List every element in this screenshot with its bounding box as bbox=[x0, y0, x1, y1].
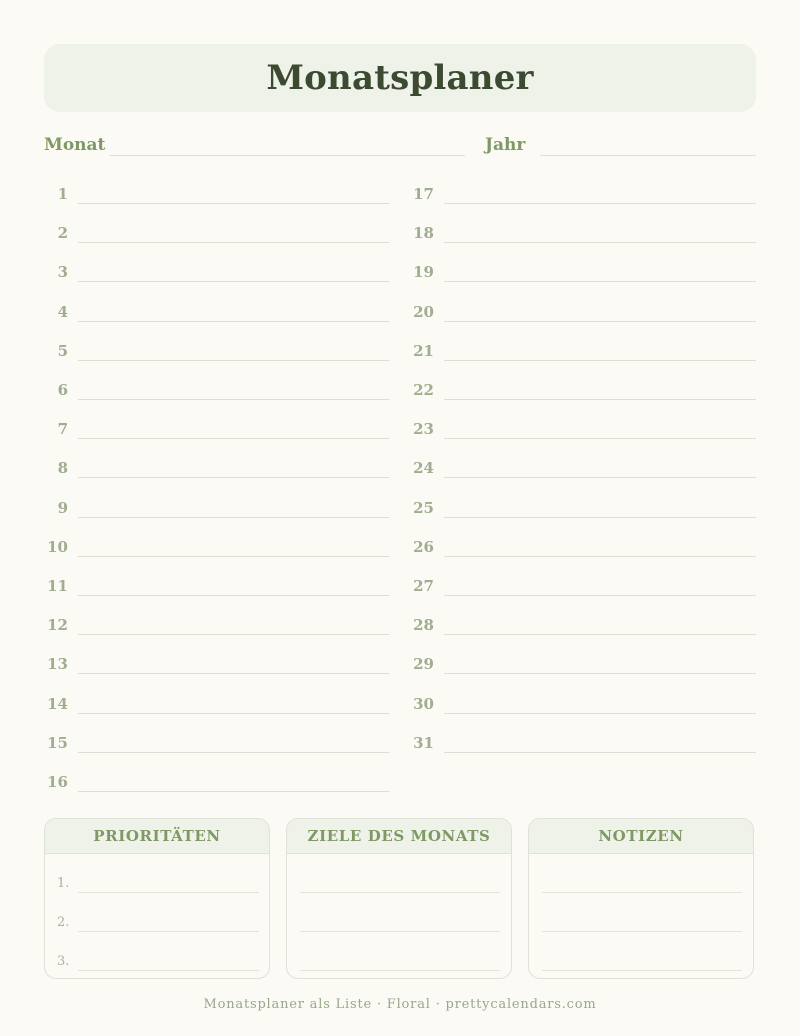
day-number: 25 bbox=[413, 498, 434, 517]
day-number: 2 bbox=[57, 224, 68, 243]
year-label: Jahr bbox=[485, 135, 526, 155]
day-entry-line[interactable] bbox=[78, 791, 389, 792]
day-number: 11 bbox=[47, 577, 68, 595]
monthly-goals-box bbox=[286, 818, 512, 979]
priorities-box bbox=[44, 818, 270, 979]
day-entry-line[interactable] bbox=[444, 673, 756, 674]
day-number: 8 bbox=[57, 459, 68, 478]
day-number: 16 bbox=[47, 773, 68, 791]
day-number: 4 bbox=[57, 302, 68, 321]
day-entry-line[interactable] bbox=[444, 517, 756, 518]
box-entry-line[interactable] bbox=[78, 931, 259, 932]
day-entry-line[interactable] bbox=[444, 713, 756, 714]
day-row bbox=[0, 185, 800, 205]
day-entry-line[interactable] bbox=[444, 556, 756, 557]
day-row bbox=[0, 342, 800, 362]
box-entry-line[interactable] bbox=[300, 970, 500, 971]
day-number: 7 bbox=[57, 420, 68, 439]
year-input-line[interactable] bbox=[540, 155, 756, 156]
day-number: 24 bbox=[413, 459, 434, 478]
title-bar bbox=[44, 44, 756, 112]
box-row-number: 3. bbox=[57, 954, 70, 969]
month-input-line[interactable] bbox=[110, 155, 465, 156]
day-row bbox=[0, 734, 800, 754]
footer-text: Monatsplaner als Liste · Floral · prettycalendars.com bbox=[203, 997, 597, 1012]
box-row bbox=[529, 915, 753, 935]
day-number: 6 bbox=[57, 381, 68, 399]
page-title: Monatsplaner bbox=[266, 58, 534, 98]
day-number: 5 bbox=[57, 341, 68, 360]
day-number: 31 bbox=[413, 733, 434, 752]
day-row bbox=[0, 773, 800, 793]
day-entry-line[interactable] bbox=[444, 438, 756, 439]
day-row bbox=[0, 695, 800, 715]
box-entry-line[interactable] bbox=[78, 970, 259, 971]
day-number: 12 bbox=[47, 616, 68, 635]
day-row bbox=[0, 577, 800, 597]
day-row bbox=[0, 499, 800, 519]
day-number: 1 bbox=[57, 185, 68, 203]
box-title: ZIELE DES MONATS bbox=[287, 819, 511, 854]
day-row bbox=[0, 538, 800, 558]
day-row bbox=[0, 616, 800, 636]
day-number: 29 bbox=[413, 655, 434, 674]
day-number: 22 bbox=[413, 381, 434, 399]
day-number: 3 bbox=[57, 263, 68, 282]
month-label: Monat bbox=[44, 135, 106, 155]
box-title: NOTIZEN bbox=[529, 819, 753, 854]
box-row bbox=[287, 876, 511, 896]
day-entry-line[interactable] bbox=[444, 634, 756, 635]
day-entry-line[interactable] bbox=[444, 242, 756, 243]
day-number: 14 bbox=[47, 694, 68, 713]
day-number: 19 bbox=[413, 263, 434, 282]
box-entry-line[interactable] bbox=[542, 892, 742, 893]
day-number: 21 bbox=[413, 341, 434, 360]
box-row bbox=[287, 954, 511, 974]
day-number: 30 bbox=[413, 694, 434, 713]
day-number: 9 bbox=[57, 498, 68, 517]
day-row bbox=[0, 303, 800, 323]
day-number: 28 bbox=[413, 616, 434, 635]
day-entry-line[interactable] bbox=[444, 203, 756, 204]
day-row bbox=[0, 263, 800, 283]
box-row bbox=[45, 915, 269, 935]
day-entry-line[interactable] bbox=[444, 399, 756, 400]
box-title: PRIORITÄTEN bbox=[45, 819, 269, 854]
box-entry-line[interactable] bbox=[300, 931, 500, 932]
day-number: 26 bbox=[413, 537, 434, 556]
box-row bbox=[45, 954, 269, 974]
day-row bbox=[0, 381, 800, 401]
day-entry-line[interactable] bbox=[444, 477, 756, 478]
day-number: 17 bbox=[413, 185, 434, 203]
box-entry-line[interactable] bbox=[300, 892, 500, 893]
day-entry-line[interactable] bbox=[444, 321, 756, 322]
box-row bbox=[45, 876, 269, 896]
box-entry-line[interactable] bbox=[542, 970, 742, 971]
day-entry-line[interactable] bbox=[444, 752, 756, 753]
day-row bbox=[0, 420, 800, 440]
box-row bbox=[529, 876, 753, 896]
day-entry-line[interactable] bbox=[444, 595, 756, 596]
day-number: 27 bbox=[413, 577, 434, 595]
day-entry-line[interactable] bbox=[444, 360, 756, 361]
box-row-number: 1. bbox=[57, 876, 70, 891]
day-number: 23 bbox=[413, 420, 434, 439]
box-row-number: 2. bbox=[57, 915, 70, 930]
day-number: 20 bbox=[413, 302, 434, 321]
day-number: 15 bbox=[47, 733, 68, 752]
day-row bbox=[0, 655, 800, 675]
day-number: 13 bbox=[47, 655, 68, 674]
day-row bbox=[0, 224, 800, 244]
box-entry-line[interactable] bbox=[78, 892, 259, 893]
day-number: 18 bbox=[413, 224, 434, 243]
notes-box bbox=[528, 818, 754, 979]
box-row bbox=[287, 915, 511, 935]
box-row bbox=[529, 954, 753, 974]
day-row bbox=[0, 459, 800, 479]
day-entry-line[interactable] bbox=[444, 281, 756, 282]
box-entry-line[interactable] bbox=[542, 931, 742, 932]
day-number: 10 bbox=[47, 537, 68, 556]
